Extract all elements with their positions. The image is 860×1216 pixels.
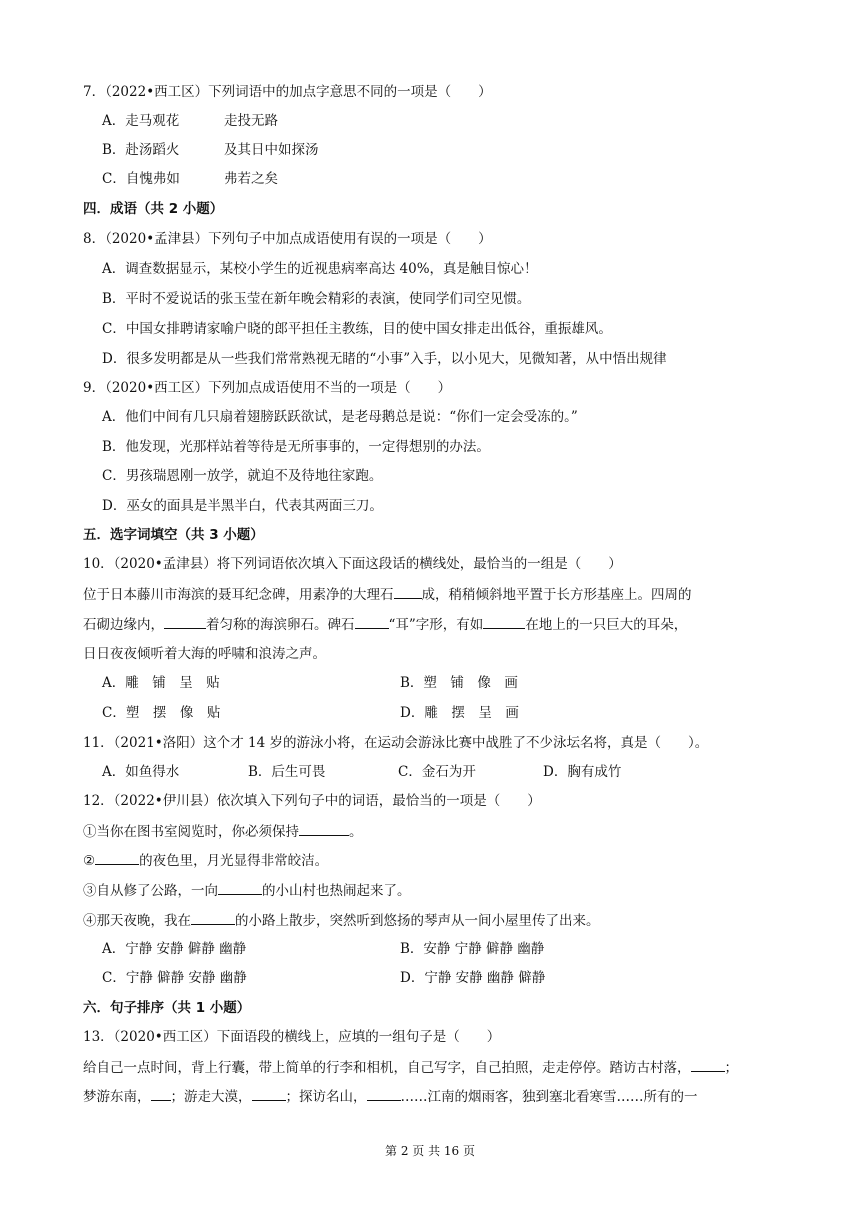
option-label: A． bbox=[102, 113, 126, 129]
q9-option-b: B．他发现，光那样站着等待是无所事事的，一定得想别的办法。 bbox=[102, 439, 490, 455]
passage-text: 成，稍稍倾斜地平置于长方形基座上。四周的 bbox=[421, 587, 692, 603]
q8-option-d: D．很多发明都是从一些我们常常熟视无睹的“小事”入手，以小见大，见微知著，从中悟出规律 bbox=[102, 351, 667, 367]
answer-blank bbox=[95, 850, 139, 865]
option-word-2: 弗若之矣 bbox=[224, 171, 278, 187]
q10-option-b: B．塑 铺 像 画 bbox=[400, 675, 518, 691]
passage-text: ； bbox=[724, 1060, 738, 1076]
section-heading-fill-words: 五．选字词填空（共 3 小题） bbox=[83, 527, 264, 543]
q7-stem: 7．（2022•西工区）下列词语中的加点字意思不同的一项是（ ） bbox=[83, 84, 492, 100]
option-word-1: 自愧弗如 bbox=[125, 171, 180, 187]
q9-option-c: C．男孩瑞恩刚一放学，就迫不及待地往家跑。 bbox=[102, 468, 383, 484]
passage-text: 给自己一点时间，背上行囊，带上简单的行李和相机，自己写字，自己拍照，走走停停。踏访古村落， bbox=[83, 1060, 691, 1076]
sentence-text: 的小山村也热闹起来了。 bbox=[262, 883, 411, 899]
q13-passage-line-2 bbox=[83, 1086, 698, 1107]
q11-stem: 11．（2021•洛阳）这个才 14 岁的游泳小将，在运动会游泳比赛中战胜了不少泳坛名将，真是（ ）。 bbox=[83, 735, 709, 751]
answer-blank bbox=[691, 1057, 725, 1072]
passage-text: ；探访名山， bbox=[285, 1089, 367, 1105]
q12-stem: 12．（2022•伊川县）依次填入下列句子中的词语，最恰当的一项是（ ） bbox=[83, 793, 541, 809]
q10-passage-line-3: 日日夜夜倾听着大海的呼啸和浪涛之声。 bbox=[83, 646, 326, 662]
sentence-text: 的夜色里，月光显得非常皎洁。 bbox=[139, 853, 329, 869]
page-number-footer: 第 2 页 共 16 页 bbox=[385, 1144, 475, 1158]
q10-option-d: D．雕 摆 呈 画 bbox=[400, 705, 519, 721]
passage-text: ；游走大漠， bbox=[170, 1089, 252, 1105]
q9-option-d: D．巫女的面具是半黑半白，代表其两面三刀。 bbox=[102, 498, 383, 514]
passage-text: ……江南的烟雨客，独到塞北看寒雪……所有的一 bbox=[400, 1089, 698, 1105]
q10-option-a: A．雕 铺 呈 贴 bbox=[102, 675, 220, 691]
q12-option-b: B．安静 宁静 僻静 幽静 bbox=[400, 941, 545, 957]
q11-option-a: A．如鱼得水 bbox=[102, 764, 180, 780]
option-word-1: 赴汤蹈火 bbox=[125, 142, 180, 158]
q12-option-c: C．宁静 僻静 安静 幽静 bbox=[102, 970, 247, 986]
answer-blank bbox=[394, 584, 422, 599]
q10-passage-line-1 bbox=[83, 584, 692, 605]
q7-option-b bbox=[102, 140, 319, 160]
q11-option-c: C．金石为开 bbox=[398, 764, 476, 780]
answer-blank bbox=[151, 1086, 171, 1101]
q10-passage-line-2 bbox=[83, 614, 687, 635]
answer-blank bbox=[191, 910, 235, 925]
passage-text: 石砌边缘内， bbox=[83, 617, 164, 633]
sentence-text: ④那天夜晚，我在 bbox=[83, 913, 191, 929]
passage-text: 着匀称的海滨卵石。碑石 bbox=[206, 617, 355, 633]
q10-option-c: C．塑 摆 像 贴 bbox=[102, 705, 221, 721]
answer-blank bbox=[299, 821, 349, 836]
q12-sentence-4 bbox=[83, 910, 600, 931]
q13-passage-line-1 bbox=[83, 1057, 738, 1078]
passage-text: 位于日本藤川市海滨的聂耳纪念碑，用素净的大理石 bbox=[83, 587, 394, 603]
q12-sentence-1 bbox=[83, 821, 363, 842]
option-label: C． bbox=[102, 171, 126, 187]
sentence-text: ③自从修了公路，一向 bbox=[83, 883, 218, 899]
answer-blank bbox=[252, 1086, 286, 1101]
passage-text: “耳”字形，有如 bbox=[388, 617, 484, 633]
answer-blank bbox=[367, 1086, 401, 1101]
q12-option-d: D．宁静 安静 幽静 僻静 bbox=[400, 970, 546, 986]
section-heading-idioms: 四．成语（共 2 小题） bbox=[83, 201, 224, 217]
passage-text: 梦游东南， bbox=[83, 1089, 151, 1105]
answer-blank bbox=[355, 614, 389, 629]
sentence-text: ② bbox=[83, 853, 96, 869]
section-heading-sentence-order: 六．句子排序（共 1 小题） bbox=[83, 1000, 251, 1016]
q9-option-a: A．他们中间有几只扇着翅膀跃跃欲试，是老母鹅总是说：“你们一定会受冻的。” bbox=[102, 409, 578, 425]
answer-blank bbox=[483, 614, 525, 629]
sentence-text: ①当你在图书室阅览时，你必须保持 bbox=[83, 824, 299, 840]
option-label: B． bbox=[102, 142, 126, 158]
answer-blank bbox=[218, 880, 262, 895]
q12-sentence-2 bbox=[83, 850, 328, 871]
q12-option-a: A．宁静 安静 僻静 幽静 bbox=[102, 941, 247, 957]
passage-text: 在地上的一只巨大的耳朵， bbox=[525, 617, 688, 633]
option-word-1: 走马观花 bbox=[125, 113, 180, 129]
q8-option-c: C．中国女排聘请家喻户晓的郎平担任主教练，目的使中国女排走出低谷，重振雄风。 bbox=[102, 321, 612, 337]
q8-stem: 8．（2020•孟津县）下列句子中加点成语使用有误的一项是（ ） bbox=[83, 231, 492, 247]
q7-option-c bbox=[102, 169, 278, 189]
q13-stem: 13．（2020•西工区）下面语段的横线上，应填的一组句子是（ ） bbox=[83, 1029, 501, 1045]
option-word-2: 及其日中如探汤 bbox=[224, 142, 319, 158]
q8-option-b: B．平时不爱说话的张玉莹在新年晚会精彩的表演，使同学们司空见惯。 bbox=[102, 291, 531, 307]
q10-stem: 10．（2020•孟津县）将下列词语依次填入下面这段话的横线处，最恰当的一组是（ ） bbox=[83, 556, 622, 572]
q11-option-b: B．后生可畏 bbox=[248, 764, 326, 780]
q7-option-a bbox=[102, 111, 278, 131]
answer-blank bbox=[164, 614, 206, 629]
option-word-2: 走投无路 bbox=[224, 113, 278, 129]
q8-option-a: A．调查数据显示，某校小学生的近视患病率高达 40%，真是触目惊心！ bbox=[102, 261, 538, 277]
q11-option-d: D．胸有成竹 bbox=[543, 764, 622, 780]
q12-sentence-3 bbox=[83, 880, 411, 901]
q9-stem: 9．（2020•西工区）下列加点成语使用不当的一项是（ ） bbox=[83, 380, 452, 396]
sentence-text: 。 bbox=[349, 824, 363, 840]
sentence-text: 的小路上散步，突然听到悠扬的琴声从一间小屋里传了出来。 bbox=[235, 913, 600, 929]
